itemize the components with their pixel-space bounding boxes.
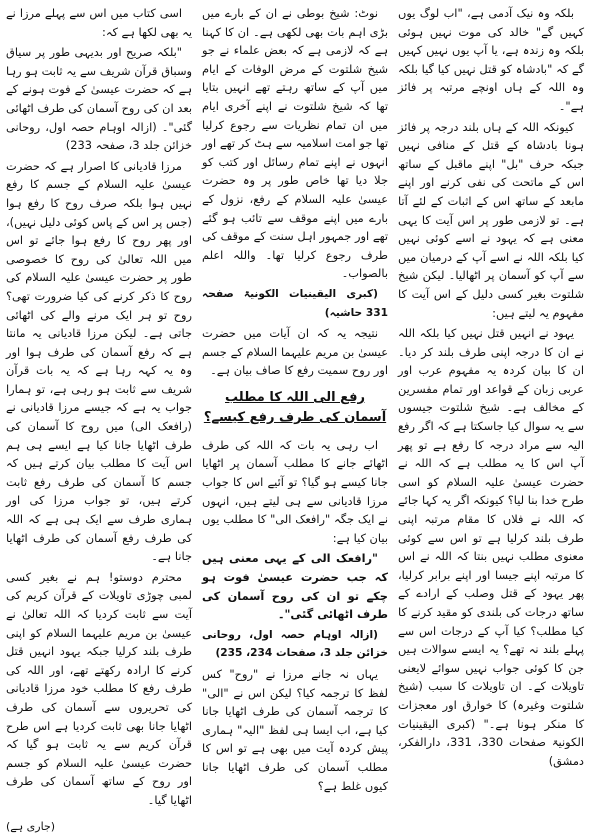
- reference: (کبری الیقینیات الکونیۃ صفحہ 331 حاشیہ): [202, 287, 388, 319]
- reference: (ازالہ اوہام حصہ اول، روحانی خزائن جلد 3، صفحات 234، 235): [202, 628, 388, 660]
- section-heading-line-2: آسمان کی طرف رفع کیسے؟: [203, 409, 387, 425]
- column-right: [398, 4, 584, 786]
- column-middle: [202, 4, 388, 793]
- quote: "رافعک الی کے یہی معنی ہیں کہ جب حضرت عیسیٰ فوت ہو چکے تو ان کی روح آسمان کی طرف اٹھائی گئی"۔: [202, 551, 388, 622]
- paragraph: اسی کتاب میں اس سے پہلے مرزا نے یہ بھی لکھا ہے کہ:: [6, 6, 192, 39]
- paragraph: بلکہ وہ نیک آدمی ہے، "اب لوگ یوں کہیں گے" خالد کی موت نہیں ہوئی بلکہ وہ زندہ ہے، یا آپ یوں نہیں کہیں گے کہ "بادشاہ کو قتل نہیں کیا گیا بلکہ وہ اللہ کے ہاں اونچے مرتبہ پر فائز ہے"۔: [398, 6, 584, 113]
- note-paragraph: نوٹ: شیخ بوطی نے ان کے بارے میں بڑی اہم بات بھی لکھی ہے۔ ان کا کہنا ہے کہ لازمی ہے کہ بعض علماء نے جو شیخ شلتوت کے مرض الوفات کے ایام میں آپ کے ساتھ رہتے تھے انہیں بتایا تھا کہ شیخ شلتوت نے اپنے آخری ایام میں ان تمام نظریات سے رجوع کرلیا تھا جو امت اسلامیہ سے ہٹ کر تھے اور انہوں نے اپنے تمام رسائل اور کتب کو جلا دیا تھا خاص طور پر وہ حضرت عیسیٰ علیہ السلام کے رفع، نزول کے بارے میں اپنے موقف سے تائب ہو گئے تھے اور جمہور اہل سنت کے موقف کی طرف رجوع کرلیا تھا۔ واللہ اعلم بالصواب۔: [202, 6, 388, 281]
- paragraph: یہود نے انہیں قتل نہیں کیا بلکہ اللہ نے ان کا درجہ اپنی طرف بلند کر دیا۔ ان کا بیان کردہ یہ مفہوم عرب اور عربی زبان کے قواعد اور تمام مفسرین کے مخالف ہے۔ شیخ شلتوت جیسوں سے یہ سوال کیا جاسکتا ہے کہ اگر رفع الیہ سے مراد درجہ کا رفع ہے تو پھر آپ اس کا یہ مطلب ہے کہ اللہ نے حضرت عیسیٰ علیہ السلام کو اسی طرح خدا بنا لیا؟ کیونکہ اگر یہ کہا جائے کہ اللہ نے فلاں کا مقام مرتبہ اپنی طرف بلند کرلیا ہے تو اس سے کوئی معنوی مطلب نہیں بنتا کہ اللہ نے اس کا مرتبہ اپنے جیسا اور اپنے برابر کرلیا، پھر یہود کے قتل وصلب کے ارادے کے ساتھ درجات کی بلندی کو مقید کرنے کا کیا مطلب؟ کیا آپ کے درجات اس سے پہلے بلند نہ تھے؟ یہ ایسے سوالات ہیں جن کا کوئی جواب نہیں سوائے لایعنی تاویلات کے۔ ان تاویلات کا سبب (شیخ شلتوت وغیرہ) کا خوارق اور معجزات کا منکر ہونا ہے۔" (کبری الیقینیات الکونیۃ صفحات 330، 331، دارالفکر، دمشق): [398, 326, 584, 768]
- section-heading-line-1: رفع الی اللہ کا مطلب: [225, 389, 365, 405]
- paragraph: یہاں نہ جانے مرزا نے "روح" کس لفظ کا ترجمہ کیا؟ لیکن اس نے "الی" کا ترجمہ آسمان کی طرف اٹھایا جانا کیا ہے، اب ایسا ہی لفظ "الیہ" ہماری پیش کردہ آیت میں بھی ہے تو اس کا مطلب آسمان کی طرف اٹھایا جانا کیوں غلط ہے؟: [202, 667, 388, 793]
- paragraph: کیونکہ اللہ کے ہاں بلند درجہ پر فائز ہونا بادشاہ کے قتل کے منافی نہیں جبکہ حرف "بل" اپنے ماقبل کے ساتھ اس کے ماتحت کی نفی کرنے اور اپنے مابعد کے ساتھ اس کے اثبات کے لئے آتا ہے۔ تو لازمی طور پر اس آیت کا یہی معنی ہے کہ یہود نے اسے کوئی نہیں کیا بلکہ اللہ نے اسے آپ کے درمیان میں سے آپ کو آسمان پر اٹھالیا۔ لیکن شیخ شلتوت بغیر کسی دلیل کے اس آیت کا مفہوم یہ لیتے ہیں:: [398, 119, 584, 320]
- paragraph: نتیجہ یہ کہ ان آیات میں حضرت عیسیٰ بن مریم علیہما السلام کے جسم اور روح سمیت رفع کا صاف بیان ہے۔: [202, 326, 388, 378]
- continued-label: (جاری ہے): [6, 819, 56, 833]
- quote: "بلکہ صریح اور بدیہی طور پر سیاق وسباق قرآن شریف سے یہ ثابت ہو رہا ہے کہ حضرت عیسیٰ کے فوت ہونے کے بعد ان کی روح آسمان کی طرف اٹھائی گئی"۔ (ازالہ اوہام حصہ اول، روحانی خزائن جلد 3، صفحہ 233): [6, 45, 192, 153]
- paragraph: اب رہی یہ بات کہ اللہ کی طرف اٹھائے جانے کا مطلب آسمان پر اٹھایا جانا کیسے ہو گیا؟ تو آئیے اس کا جواب مرزا قادیانی سے ہی لیتے ہیں، انہوں نے ایک جگہ "رافعک الی" کا مطلب یوں بیان کیا ہے:: [202, 437, 388, 545]
- column-left: [6, 4, 192, 833]
- paragraph: مرزا قادیانی کا اصرار ہے کہ حضرت عیسیٰ علیہ السلام کے جسم کا رفع نہیں ہوا بلکہ صرف روح کا رفع ہوا (جس پر اس کے پاس کوئی دلیل نہیں)، اور پھر روح کا رفع ہوا جائے تو اس میں اللہ تعالیٰ کی روح کا خصوصی طور پر حضرت عیسیٰ علیہ السلام کی روح کا ذکر کرنے کی کیا ضرورت تھی؟ روح تو ہر ایک مرنے والے کی اٹھائی جاتی ہے۔ لیکن مرزا قادیانی یہ مانتا ہے کہ رفع آسمان کی طرف ہوا اور وہ یہ کہہ رہا ہے کہ یہ بات قرآن شریف سے ثابت ہو رہی ہے، تو ہمارا جواب یہ ہے کہ جیسے مرزا قادیانی نے (رافعک الی) میں روح کا آسمان کی طرف اٹھایا جانا کیا ہے ایسے ہی ہم اس آیت کا مطلب بیان کرتے ہیں کہ جسم کا آسمان کی طرف رفع ثابت کرتے ہیں، تو جواب مرزا کی اور ہماری طرف سے ایک ہی ہے کہ اللہ کی طرف رفع آسمان کی طرف اٹھایا جانا ہے۔: [6, 158, 192, 564]
- section-heading: [202, 388, 388, 428]
- paragraph: محترم دوستو! ہم نے بغیر کسی لمبی چوڑی تاویلات کے قرآن کریم کی آیت سے ثابت کردیا کہ اللہ تعالیٰ نے عیسیٰ بن مریم علیہما السلام کو اپنی طرف بلند کرلیا جبکہ یہود انہیں قتل کرنے کا ارادہ رکھتے تھے، اور اللہ کی طرف رفع کا مطلب خود مرزا قادیانی کی تحریروں سے آسمان کی طرف اٹھایا جانا بھی ثابت کردیا ہے اس طرح قرآن کریم سے یہ ثابت ہو گیا کہ حضرت عیسیٰ علیہ السلام کو جسم اور روح کے ساتھ آسمان کی طرف اٹھایا گیا۔: [6, 569, 192, 807]
